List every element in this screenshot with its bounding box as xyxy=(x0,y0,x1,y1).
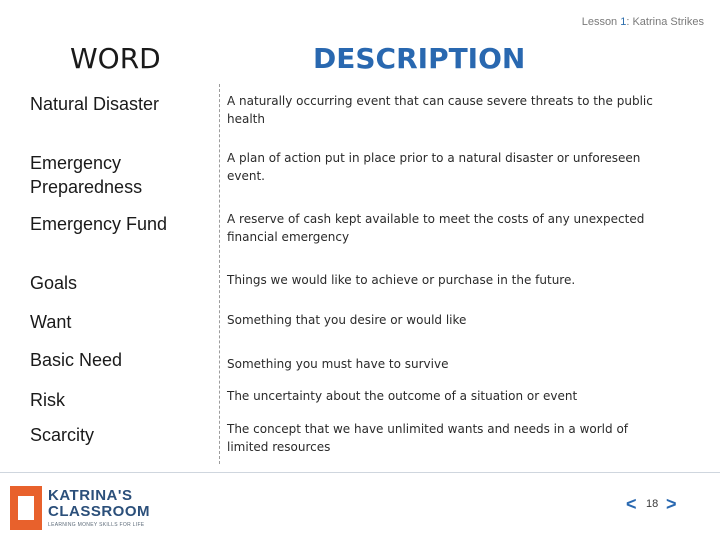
term-scarcity: Scarcity xyxy=(30,425,95,445)
logo-text xyxy=(48,488,150,520)
column-divider xyxy=(219,84,220,464)
desc-basic-need: Something you must have to survive xyxy=(227,357,449,371)
lesson-number: 1 xyxy=(620,16,627,28)
logo-tagline: LEARNING MONEY SKILLS FOR LIFE xyxy=(48,522,145,528)
desc-risk: The uncertainty about the outcome of a situation or event xyxy=(227,389,578,403)
logo-line-1: KATRINA'S xyxy=(48,487,133,504)
lesson-prefix: Lesson xyxy=(581,16,621,28)
term-goals: Goals xyxy=(30,273,78,293)
katrinas-classroom-logo xyxy=(10,486,150,530)
page-number: 18 xyxy=(646,498,659,510)
lesson-title: : Katrina Strikes xyxy=(626,16,704,28)
term-natural-disaster: Natural Disaster xyxy=(30,94,160,114)
term-risk: Risk xyxy=(30,390,65,410)
term-basic-need: Basic Need xyxy=(30,350,123,370)
lesson-header xyxy=(582,16,704,28)
term-emergency-preparedness: Emergency Preparedness xyxy=(30,153,143,197)
term-emergency-fund: Emergency Fund xyxy=(30,214,168,234)
previous-slide-button[interactable]: < xyxy=(626,494,637,514)
footer-divider xyxy=(0,472,720,473)
desc-emergency-preparedness: A plan of action put in place prior to a natural disaster or unforeseen event. xyxy=(227,151,641,183)
term-want: Want xyxy=(30,312,72,332)
desc-natural-disaster: A naturally occurring event that can cause severe threats to the public health xyxy=(227,94,653,126)
desc-emergency-fund: A reserve of cash kept available to meet the costs of any unexpected financial emergency xyxy=(227,212,645,244)
logo-line-2: CLASSROOM xyxy=(48,503,150,520)
desc-scarcity: The concept that we have unlimited wants and needs in a world of limited resources xyxy=(227,422,629,454)
word-column-title: WORD xyxy=(70,42,161,75)
desc-goals: Things we would like to achieve or purchase in the future. xyxy=(227,273,576,287)
next-slide-button[interactable]: > xyxy=(666,494,677,514)
desc-want: Something that you desire or would like xyxy=(227,313,467,327)
description-column-title: DESCRIPTION xyxy=(313,42,526,75)
